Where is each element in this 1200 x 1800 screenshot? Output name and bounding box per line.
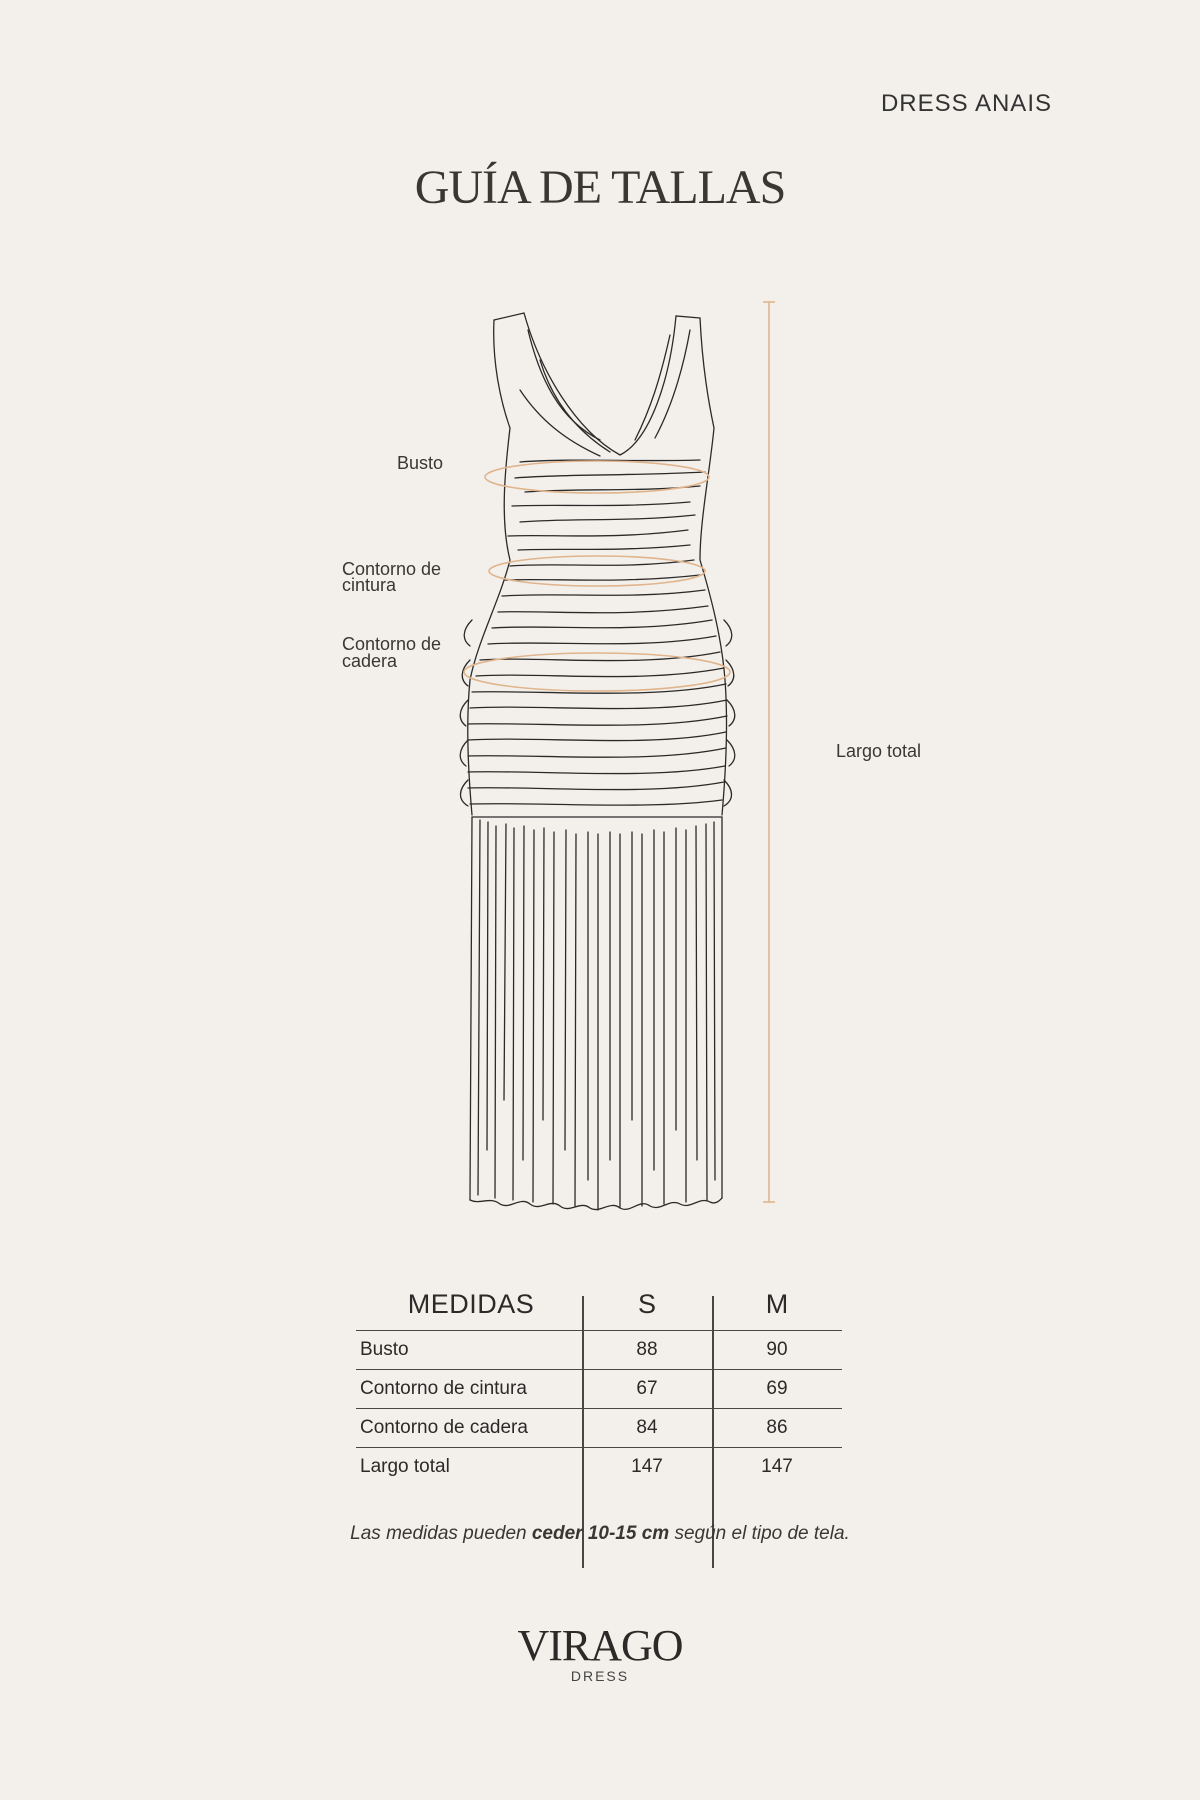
row-value-s: 88 (636, 1339, 658, 1360)
label-waist-line1: Contorno de (342, 559, 442, 579)
footnote-part2: según el tipo de tela. (669, 1523, 850, 1544)
size-table (356, 1278, 842, 1486)
table-header-row (356, 1278, 842, 1330)
product-name: DRESS ANAIS (880, 90, 1052, 117)
page-title: GUÍA DE TALLAS (414, 161, 786, 214)
row-value-s: 84 (636, 1417, 658, 1438)
footnote-bold: ceder 10-15 cm (531, 1523, 670, 1544)
table-row (356, 1369, 842, 1408)
table-row (356, 1330, 842, 1369)
row-value-s: 147 (631, 1456, 663, 1477)
header-size-m: M (765, 1288, 789, 1319)
row-value-m: 90 (766, 1339, 788, 1360)
label-hip-line2: cadera (342, 651, 398, 671)
table-row (356, 1408, 842, 1447)
row-label: Largo total (360, 1456, 450, 1477)
header-size-s: S (637, 1288, 656, 1319)
row-label: Contorno de cadera (360, 1417, 528, 1438)
dress-illustration (0, 280, 1200, 1240)
row-value-s: 67 (636, 1378, 658, 1399)
label-length: Largo total (836, 741, 922, 761)
brand-subtitle: DRESS (570, 1668, 630, 1684)
row-value-m: 69 (766, 1378, 788, 1399)
row-value-m: 86 (766, 1417, 788, 1438)
label-bust: Busto (397, 453, 444, 473)
row-value-m: 147 (761, 1456, 793, 1477)
footnote (0, 1523, 1200, 1545)
brand-logo: VIRAGO (517, 1621, 683, 1670)
header-medidas: MEDIDAS (407, 1288, 535, 1319)
table-row (356, 1447, 842, 1486)
row-label: Busto (360, 1339, 409, 1360)
label-waist-line2: cintura (342, 575, 397, 595)
footnote-part1: Las medidas pueden (350, 1523, 532, 1544)
label-hip-line1: Contorno de (342, 634, 442, 654)
row-label: Contorno de cintura (360, 1378, 527, 1399)
